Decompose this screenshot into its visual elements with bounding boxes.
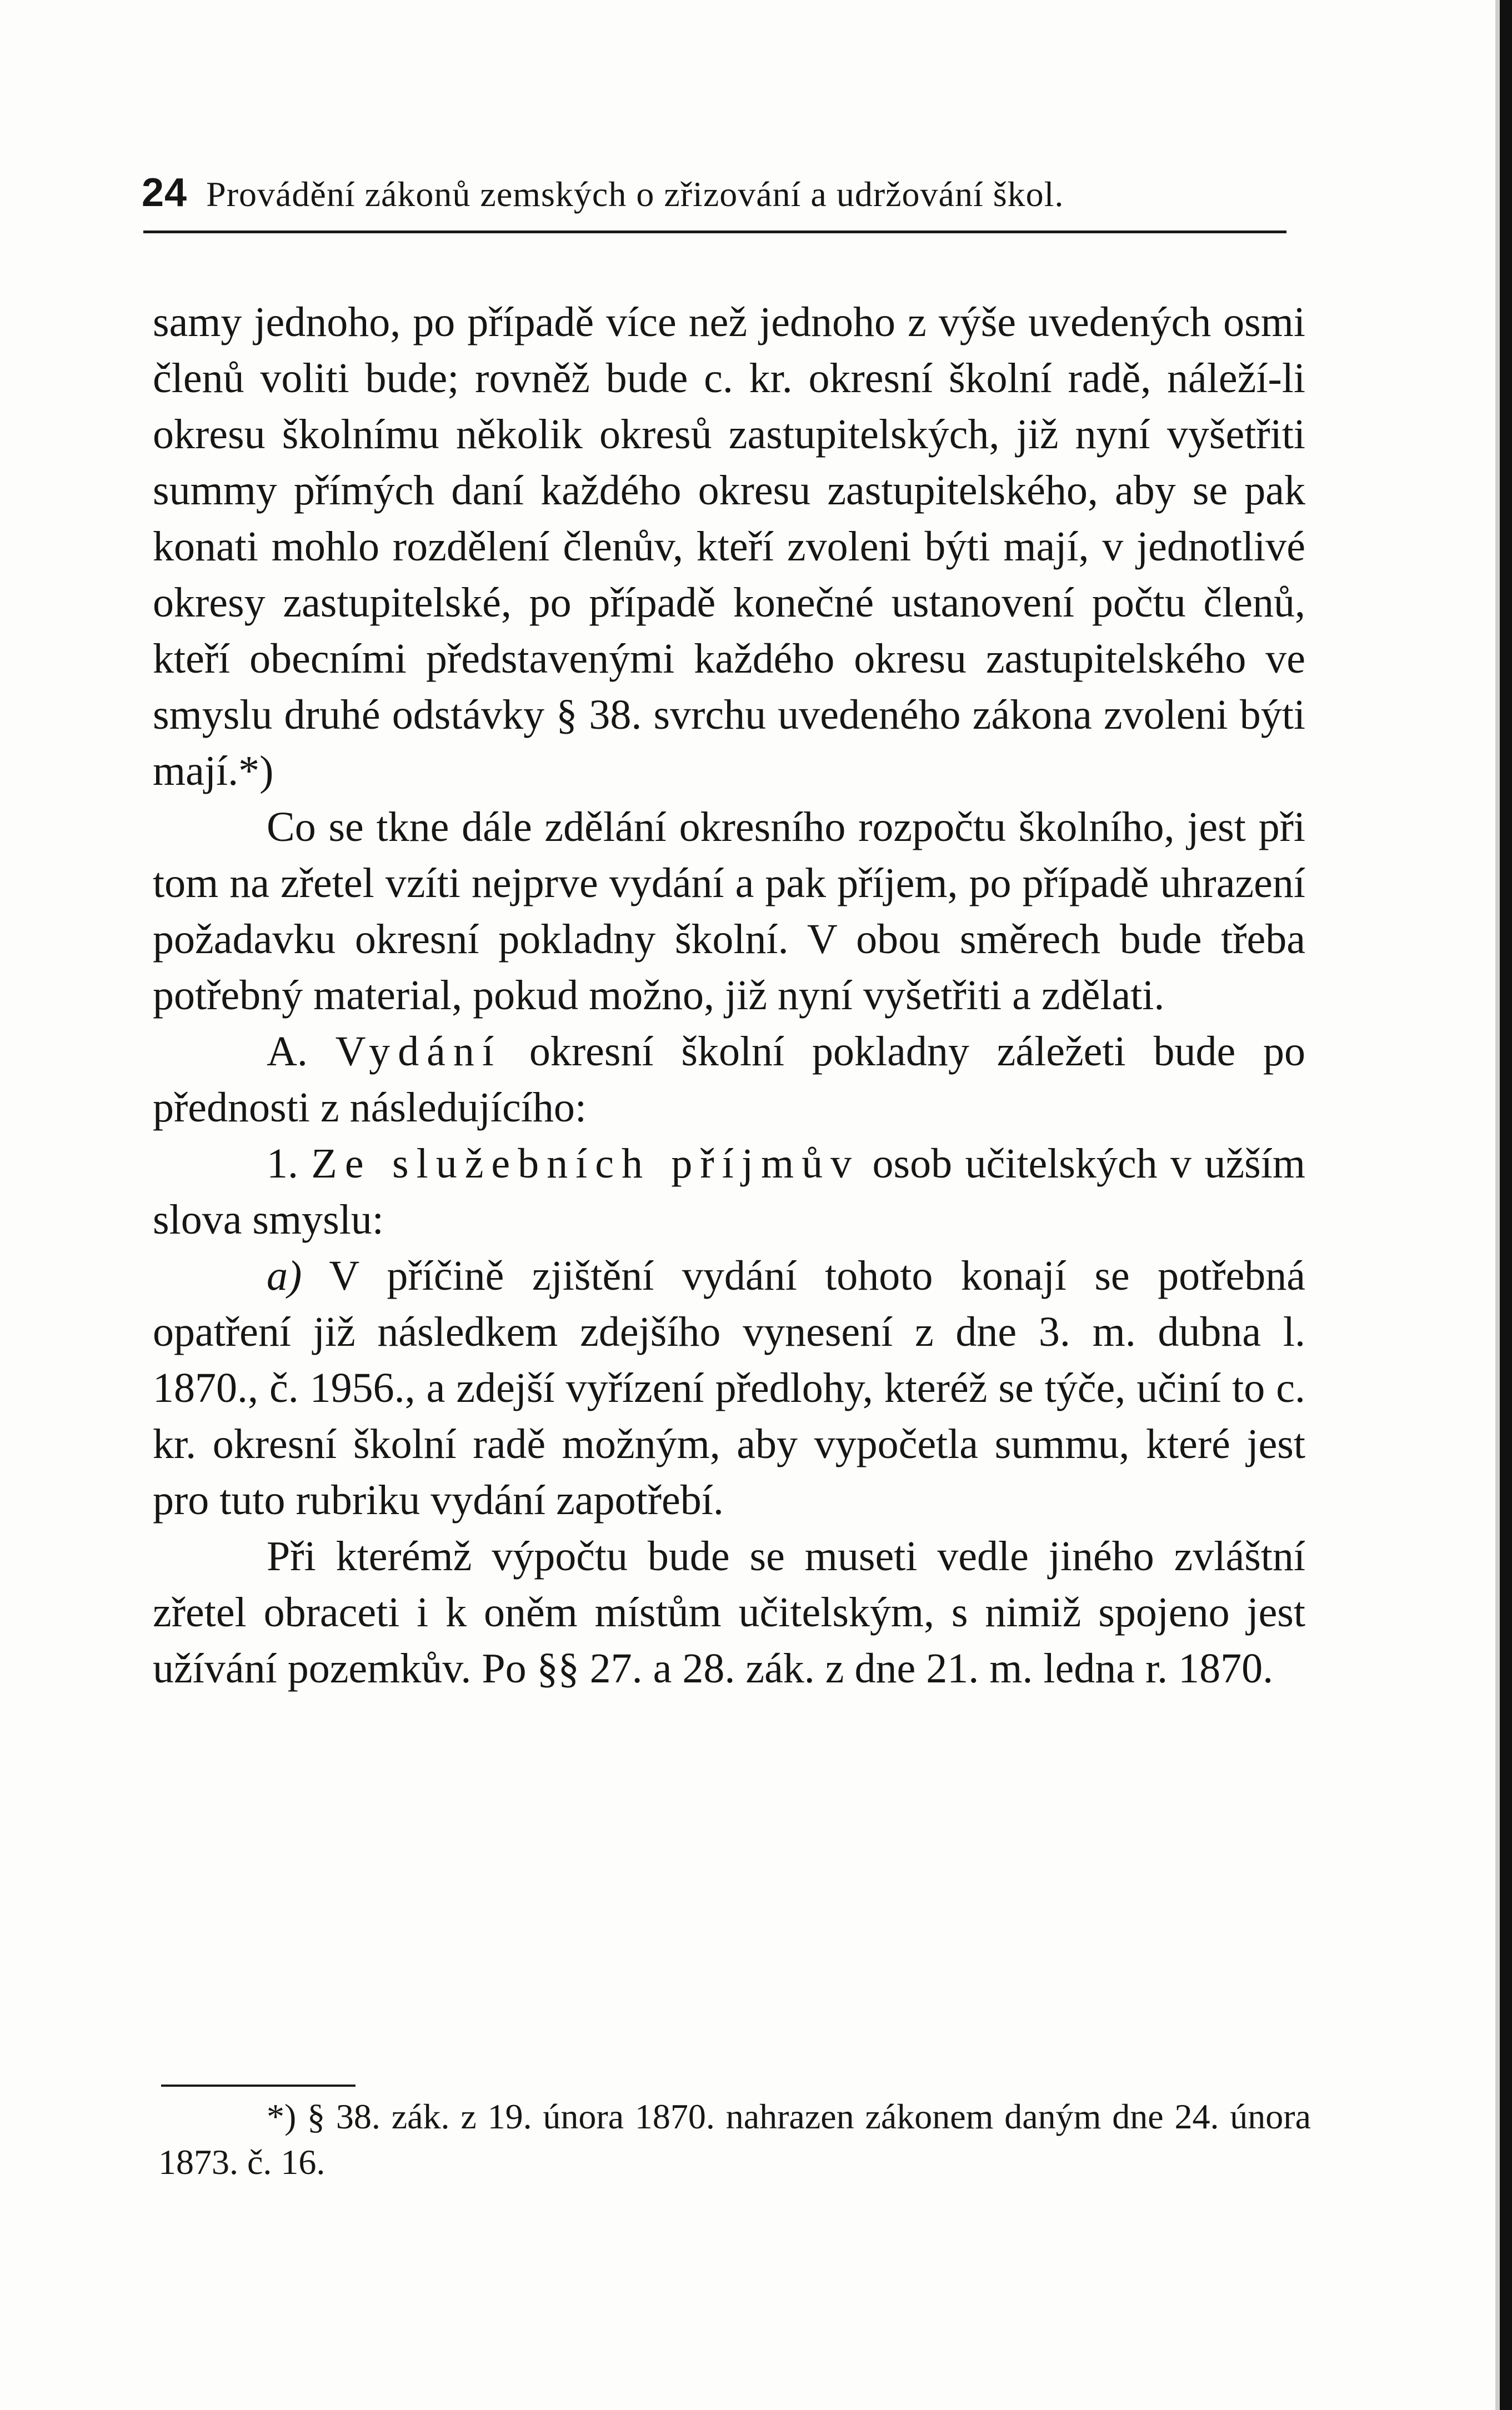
item-heading-spaced: Ze služebních příjmův <box>311 1140 860 1187</box>
paragraph-5 <box>153 1248 1305 1529</box>
subitem-text: V příčině zjištění vydání tohoto konají se potřebná opatření již následkem zdejšího vynesení z dne 3. m. dubna l. 1870., č. 1956., a zdejší vyřízení předlohy, kteréž se týče, učiní to c. kr. okresní školní radě možným, aby vypočetla summu, které jest pro tuto rubriku vydání zapotřebí. <box>153 1252 1305 1524</box>
paragraph-3 <box>153 1024 1305 1136</box>
footnote <box>158 2094 1311 2185</box>
footnote-text: *) § 38. zák. z 19. února 1870. nahrazen zákonem daným dne 24. února 1873. č. 16. <box>158 2097 1311 2182</box>
section-heading-spaced: Vydání <box>335 1028 502 1075</box>
paragraph-1: samy jednoho, po případě více než jednoho z výše uvedených osmi členů voliti bude; rovněž bude c. kr. okresní školní radě, náleží-li okresu školnímu několik okresů zastupitelských, již nyní vyšetřiti summy přímých daní každého okresu zastupitelského, aby se pak konati mohlo rozdělení členův, kteří zvoleni býti mají, v jednotlivé okresy zastupitelské, po případě konečné ustanovení počtu členů, kteří obecními představenými každého okresu zastupitelského ve smyslu druhé odstávky § 38. svrchu uvedeného zákona zvoleni býti mají.*) <box>153 299 1305 794</box>
page-edge-shadow <box>1495 0 1500 2410</box>
body-text <box>153 294 1305 1697</box>
running-header <box>142 167 1286 219</box>
subitem-label: a) <box>267 1252 302 1299</box>
item-heading-rest: osob učitelských v užším slova smyslu: <box>153 1140 1305 1243</box>
page-edge <box>1500 0 1512 2410</box>
paragraph-6: Při kterémž výpočtu bude se museti vedle jiného zvláštní zřetel obraceti i k oněm místům učitelským, s nimiž spojeno jest užívání pozemkův. Po §§ 27. a 28. zák. z dne 21. m. ledna r. 1870. <box>153 1533 1305 1692</box>
section-letter: A. <box>267 1028 308 1075</box>
paragraph-4 <box>153 1136 1305 1248</box>
section-heading-rest: okresní školní pokladny záležeti bude po přednosti z následujícího: <box>153 1028 1305 1131</box>
running-title: Provádění zákonů zemských o zřizování a udržování škol. <box>206 174 1064 214</box>
page-number: 24 <box>142 171 188 215</box>
footnote-rule <box>161 2085 356 2087</box>
item-number: 1. <box>267 1140 298 1187</box>
paragraph-2: Co se tkne dále zdělání okresního rozpočtu školního, jest při tom na zřetel vzíti nejprve vydání a pak příjem, po případě uhrazení požadavku okresní pokladny školní. V obou směrech bude třeba potřebný material, pokud možno, již nyní vyšetřiti a zdělati. <box>153 804 1305 1019</box>
header-rule <box>143 231 1286 233</box>
